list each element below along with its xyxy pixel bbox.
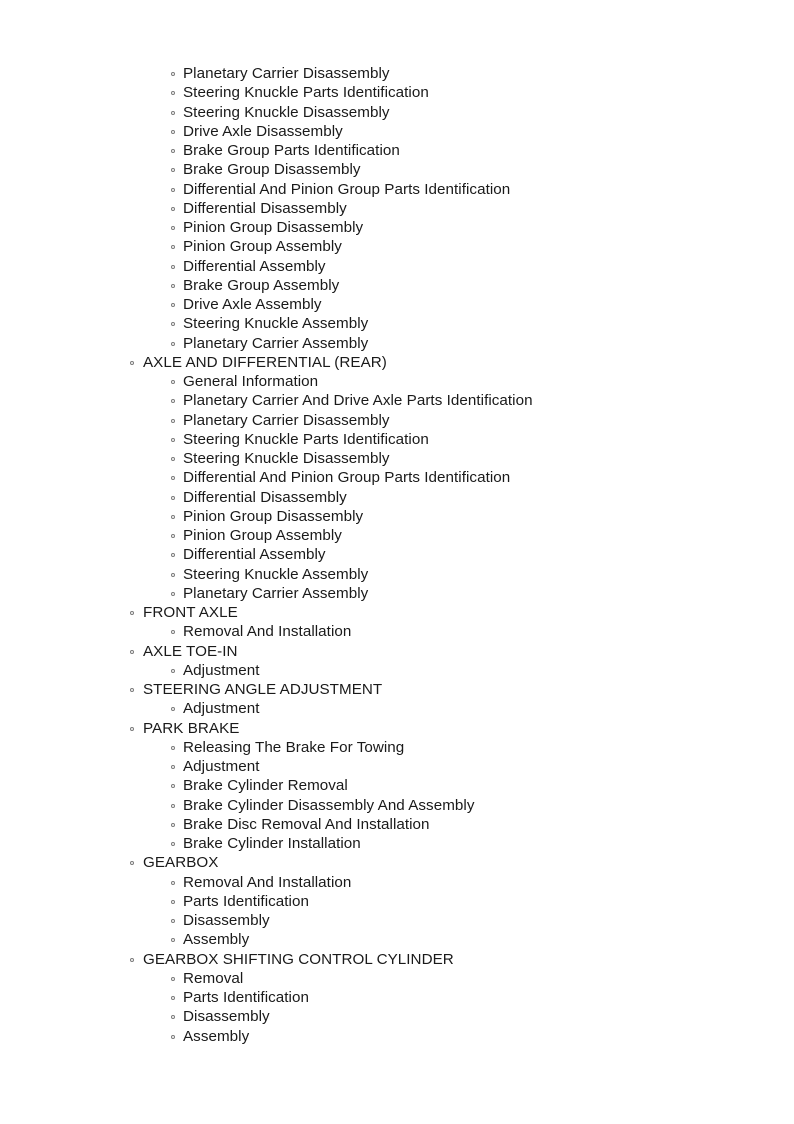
bullet-icon xyxy=(171,592,175,596)
subsection-label: Steering Knuckle Disassembly xyxy=(183,103,390,121)
toc-subsection xyxy=(0,892,794,911)
subsection-label: Brake Cylinder Disassembly And Assembly xyxy=(183,796,475,814)
toc-subsection xyxy=(0,257,794,276)
section-title: PARK BRAKE xyxy=(143,719,240,737)
subsection-label: Brake Group Parts Identification xyxy=(183,142,400,159)
bullet-icon xyxy=(171,669,175,673)
subsection-label: Differential And Pinion Group Parts Identification xyxy=(183,469,511,487)
toc-subsection xyxy=(0,372,794,391)
toc-subsection xyxy=(0,334,794,353)
subsection-label: Parts Identification xyxy=(183,892,309,910)
toc-subsection xyxy=(0,103,794,122)
bullet-icon xyxy=(171,842,175,846)
toc-subsection xyxy=(0,488,794,507)
bullet-icon xyxy=(171,573,175,577)
toc-subsection xyxy=(0,507,794,526)
bullet-icon xyxy=(171,881,175,885)
toc-subsection xyxy=(0,545,794,564)
bullet-icon xyxy=(171,91,175,95)
section-title: STEERING ANGLE ADJUSTMENT xyxy=(143,681,383,698)
subsection-label: Differential Assembly xyxy=(183,257,326,275)
toc-section xyxy=(0,603,794,622)
toc-subsection xyxy=(0,1007,794,1026)
subsection-label: Pinion Group Assembly xyxy=(183,238,342,256)
toc-subsection xyxy=(0,122,794,141)
subsection-label: Releasing The Brake For Towing xyxy=(183,738,405,756)
toc-section xyxy=(0,642,794,661)
toc-subsection xyxy=(0,776,794,795)
bullet-icon xyxy=(171,284,175,288)
subsection-label: Planetary Carrier Assembly xyxy=(183,584,369,602)
subsection-label: Brake Group Assembly xyxy=(183,276,340,294)
bullet-icon xyxy=(171,804,175,808)
toc-subsection xyxy=(0,988,794,1007)
section-title: AXLE AND DIFFERENTIAL (REAR) xyxy=(143,353,387,371)
subsection-label: Removal xyxy=(183,969,244,987)
toc-subsection xyxy=(0,276,794,295)
bullet-icon xyxy=(171,226,175,230)
subsection-label: Steering Knuckle Assembly xyxy=(183,315,369,333)
bullet-icon xyxy=(171,265,175,269)
bullet-icon xyxy=(171,399,175,403)
subsection-label: Disassembly xyxy=(183,1008,270,1026)
subsection-label: Steering Knuckle Parts Identification xyxy=(183,84,429,102)
section-title: AXLE TOE-IN xyxy=(143,642,238,660)
bullet-icon xyxy=(171,245,175,249)
subsection-label: General Information xyxy=(183,373,319,390)
toc-section xyxy=(0,950,794,969)
toc-section xyxy=(0,853,794,872)
bullet-icon xyxy=(171,746,175,750)
toc-subsection xyxy=(0,391,794,410)
toc-subsection xyxy=(0,411,794,430)
bullet-icon xyxy=(171,1015,175,1019)
toc-subsection xyxy=(0,180,794,199)
bullet-icon xyxy=(171,322,175,326)
toc-subsection xyxy=(0,661,794,680)
subsection-label: Adjustment xyxy=(183,700,260,718)
table-of-contents xyxy=(0,64,794,1046)
subsection-label: Differential Assembly xyxy=(183,546,326,564)
bullet-icon xyxy=(130,361,134,365)
bullet-icon xyxy=(171,476,175,480)
bullet-icon xyxy=(171,380,175,384)
bullet-icon xyxy=(171,496,175,500)
subsection-label: Pinion Group Disassembly xyxy=(183,219,364,236)
subsection-label: Steering Knuckle Parts Identification xyxy=(183,430,429,448)
subsection-label: Brake Cylinder Installation xyxy=(183,835,361,852)
toc-subsection xyxy=(0,160,794,179)
subsection-label: Removal And Installation xyxy=(183,873,352,891)
bullet-icon xyxy=(171,900,175,904)
subsection-label: Removal And Installation xyxy=(183,623,352,641)
bullet-icon xyxy=(130,650,134,654)
toc-section xyxy=(0,719,794,738)
bullet-icon xyxy=(130,688,134,692)
toc-subsection xyxy=(0,834,794,853)
bullet-icon xyxy=(171,630,175,634)
toc-subsection xyxy=(0,449,794,468)
toc-subsection xyxy=(0,911,794,930)
subsection-label: Brake Cylinder Removal xyxy=(183,777,348,795)
toc-subsection xyxy=(0,468,794,487)
bullet-icon xyxy=(171,784,175,788)
section-title: GEARBOX SHIFTING CONTROL CYLINDER xyxy=(143,950,454,968)
toc-subsection xyxy=(0,218,794,237)
toc-subsection xyxy=(0,64,794,83)
subsection-label: Steering Knuckle Assembly xyxy=(183,565,369,583)
bullet-icon xyxy=(171,996,175,1000)
toc-subsection xyxy=(0,237,794,256)
bullet-icon xyxy=(171,303,175,307)
subsection-label: Steering Knuckle Disassembly xyxy=(183,450,390,467)
bullet-icon xyxy=(171,765,175,769)
subsection-label: Assembly xyxy=(183,931,250,949)
subsection-label: Assembly xyxy=(183,1027,250,1045)
toc-subsection xyxy=(0,295,794,314)
subsection-label: Differential Disassembly xyxy=(183,199,347,217)
bullet-icon xyxy=(171,707,175,711)
bullet-icon xyxy=(171,419,175,423)
bullet-icon xyxy=(130,727,134,731)
subsection-label: Brake Disc Removal And Installation xyxy=(183,815,430,833)
subsection-label: Planetary Carrier Disassembly xyxy=(183,411,390,429)
bullet-icon xyxy=(171,919,175,923)
bullet-icon xyxy=(130,958,134,962)
bullet-icon xyxy=(171,207,175,211)
subsection-label: Brake Group Disassembly xyxy=(183,161,361,179)
bullet-icon xyxy=(171,553,175,557)
bullet-icon xyxy=(171,342,175,346)
bullet-icon xyxy=(171,1035,175,1039)
bullet-icon xyxy=(171,188,175,192)
toc-subsection xyxy=(0,430,794,449)
subsection-label: Pinion Group Disassembly xyxy=(183,507,364,525)
toc-subsection xyxy=(0,526,794,545)
toc-subsection xyxy=(0,83,794,102)
subsection-label: Differential And Pinion Group Parts Identification xyxy=(183,180,511,198)
toc-subsection xyxy=(0,565,794,584)
toc-section xyxy=(0,680,794,699)
bullet-icon xyxy=(171,534,175,538)
subsection-label: Differential Disassembly xyxy=(183,488,347,506)
toc-subsection xyxy=(0,873,794,892)
toc-subsection xyxy=(0,622,794,641)
subsection-label: Planetary Carrier And Drive Axle Parts Identification xyxy=(183,392,533,410)
subsection-label: Pinion Group Assembly xyxy=(183,527,342,544)
subsection-label: Planetary Carrier Assembly xyxy=(183,334,369,352)
subsection-label: Adjustment xyxy=(183,758,260,775)
subsection-label: Drive Axle Disassembly xyxy=(183,122,343,140)
toc-subsection xyxy=(0,141,794,160)
toc-subsection xyxy=(0,738,794,757)
subsection-label: Planetary Carrier Disassembly xyxy=(183,65,390,82)
subsection-label: Adjustment xyxy=(183,661,260,679)
bullet-icon xyxy=(171,457,175,461)
toc-subsection xyxy=(0,584,794,603)
bullet-icon xyxy=(130,861,134,865)
subsection-label: Disassembly xyxy=(183,912,270,929)
subsection-label: Drive Axle Assembly xyxy=(183,296,322,313)
toc-subsection xyxy=(0,314,794,333)
section-title: GEARBOX xyxy=(143,854,219,872)
bullet-icon xyxy=(171,149,175,153)
toc-subsection xyxy=(0,757,794,776)
bullet-icon xyxy=(130,611,134,615)
bullet-icon xyxy=(171,130,175,134)
toc-subsection xyxy=(0,930,794,949)
toc-subsection xyxy=(0,699,794,718)
toc-subsection xyxy=(0,969,794,988)
bullet-icon xyxy=(171,823,175,827)
toc-subsection xyxy=(0,815,794,834)
bullet-icon xyxy=(171,72,175,76)
toc-subsection xyxy=(0,796,794,815)
bullet-icon xyxy=(171,938,175,942)
bullet-icon xyxy=(171,111,175,115)
section-title: FRONT AXLE xyxy=(143,604,238,621)
bullet-icon xyxy=(171,438,175,442)
bullet-icon xyxy=(171,168,175,172)
subsection-label: Parts Identification xyxy=(183,989,309,1006)
toc-subsection xyxy=(0,199,794,218)
toc-subsection xyxy=(0,1027,794,1046)
bullet-icon xyxy=(171,977,175,981)
bullet-icon xyxy=(171,515,175,519)
toc-section xyxy=(0,353,794,372)
